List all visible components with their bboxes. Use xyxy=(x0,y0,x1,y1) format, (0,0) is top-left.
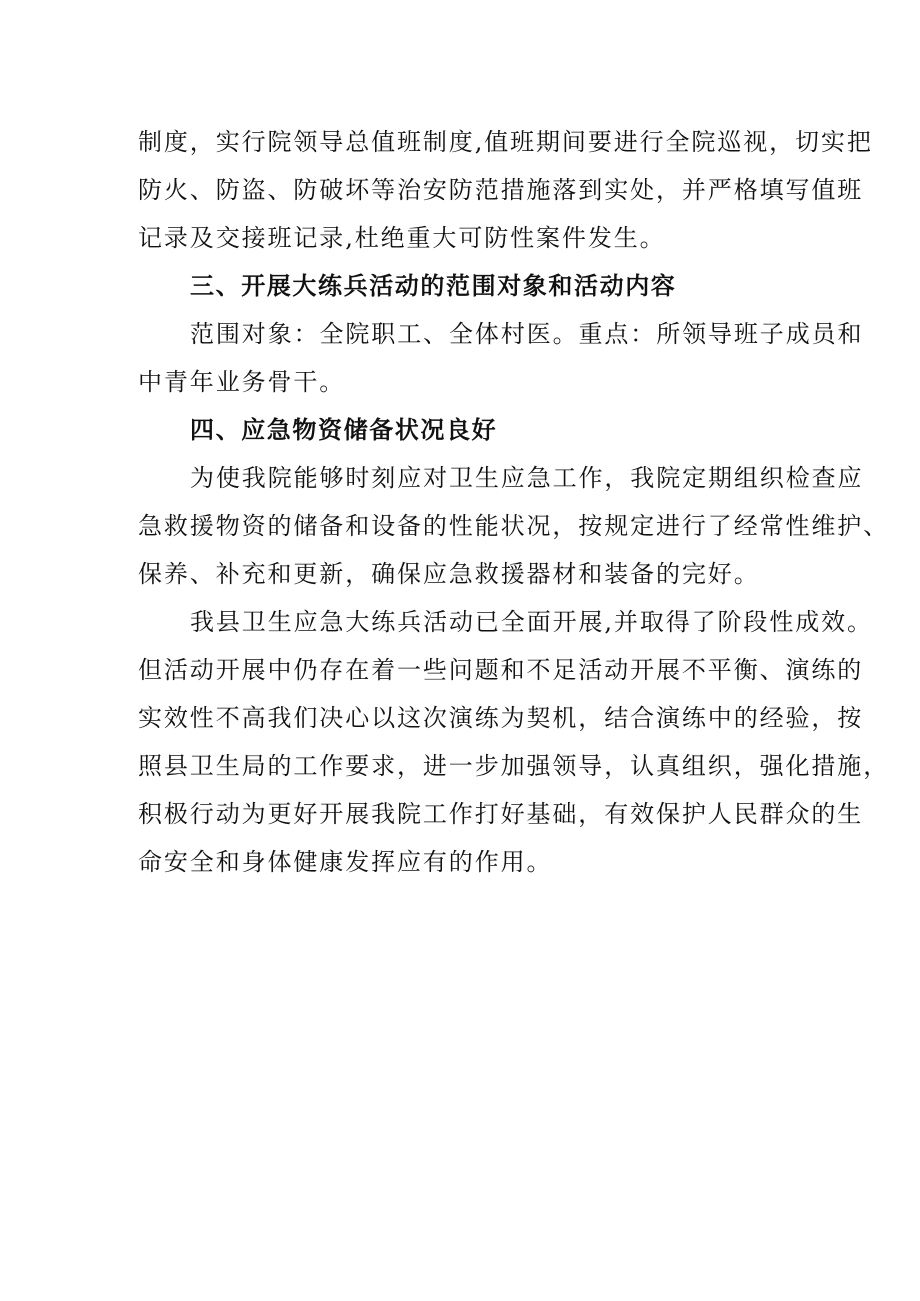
document-body xyxy=(138,118,890,886)
text-line: 实效性不高我们决心以这次演练为契机，结合演练中的经验，按 xyxy=(138,704,864,732)
text-line: 照县卫生局的工作要求，进一步加强领导，认真组织，强化措施， xyxy=(138,752,890,780)
text-line: 我县卫生应急大练兵活动已全面开展,并取得了阶段性成效。 xyxy=(190,608,873,636)
text-line: 记录及交接班记录,杜绝重大可防性案件发生。 xyxy=(138,224,666,252)
paragraph-supplies xyxy=(138,454,890,598)
text-line: 制度，实行院领导总值班制度,值班期间要进行全院巡视，切实把 xyxy=(138,128,873,156)
text-line: 中青年业务骨干。 xyxy=(138,368,346,396)
text-line: 但活动开展中仍存在着一些问题和不足活动开展不平衡、演练的 xyxy=(138,656,864,684)
paragraph-duty-system xyxy=(138,118,873,262)
section-heading-4: 四、应急物资储备状况良好 xyxy=(190,416,498,444)
paragraph-conclusion xyxy=(138,598,890,886)
paragraph-scope xyxy=(138,310,864,406)
text-line: 命安全和身体健康发挥应有的作用。 xyxy=(138,848,553,876)
text-line: 积极行动为更好开展我院工作打好基础，有效保护人民群众的生 xyxy=(138,800,864,828)
section-heading-3: 三、开展大练兵活动的范围对象和活动内容 xyxy=(190,272,677,300)
text-line: 为使我院能够时刻应对卫生应急工作，我院定期组织检查应 xyxy=(190,464,864,492)
text-line: 范围对象：全院职工、全体村医。重点：所领导班子成员和 xyxy=(190,320,864,348)
text-line: 防火、防盗、防破坏等治安防范措施落到实处，并严格填写值班 xyxy=(138,176,864,204)
text-line: 急救援物资的储备和设备的性能状况，按规定进行了经常性维护、 xyxy=(138,512,890,540)
text-line: 保养、补充和更新，确保应急救援器材和装备的完好。 xyxy=(138,560,760,588)
